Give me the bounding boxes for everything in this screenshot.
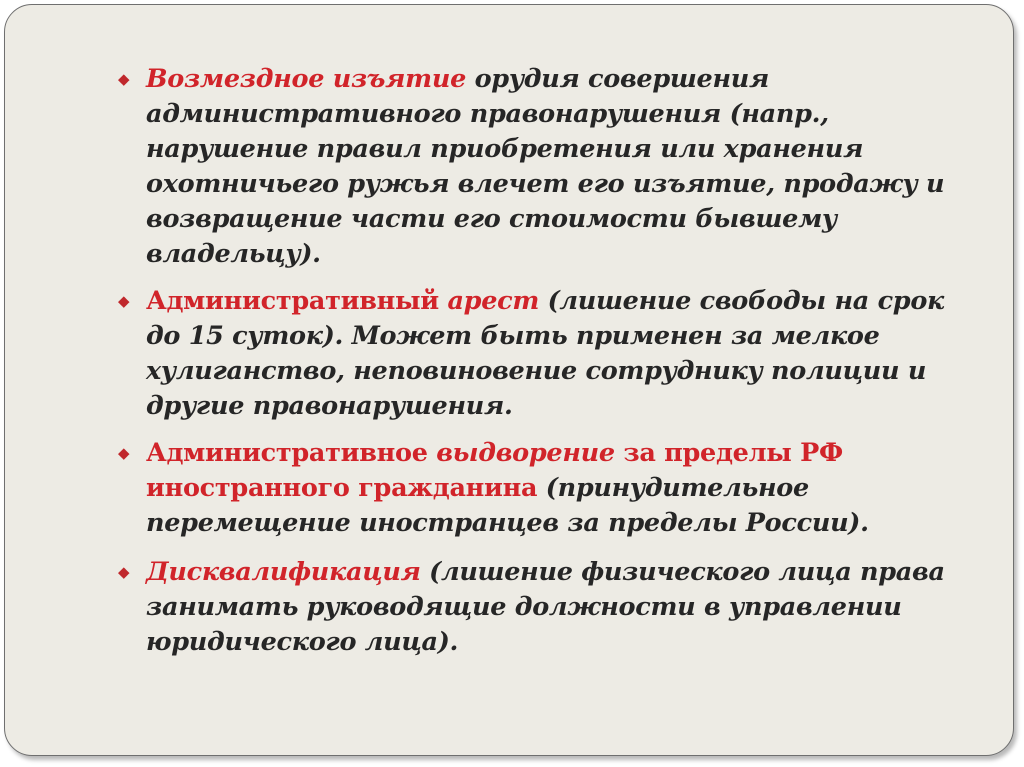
diamond-bullet-icon: ◆	[118, 70, 130, 88]
list-item	[118, 436, 968, 541]
diamond-bullet-icon: ◆	[118, 444, 130, 462]
item-term: выдворение	[436, 438, 615, 468]
item-term: Возмездное изъятие	[146, 64, 466, 94]
diamond-bullet-icon: ◆	[118, 563, 130, 581]
item-text: за пределы РФ иностранного гражданина	[146, 438, 843, 503]
diamond-bullet-icon: ◆	[118, 292, 130, 310]
list-item	[118, 284, 968, 424]
item-note: (лишение физического лица права занимать руководящие должности в управлении юридического лица).	[146, 557, 945, 657]
slide-content	[118, 62, 968, 672]
item-term: арест	[447, 286, 540, 316]
item-lead: Административный	[146, 286, 448, 316]
item-term: Дисквалификация	[146, 557, 421, 587]
item-text: орудия совершения административного правонарушения	[146, 64, 769, 129]
item-note: (напр., нарушение правил приобретения или хранения охотничьего ружья влечет его изъятие, продажу и возвращение части его стоимости бывшему владельцу).	[146, 99, 945, 269]
item-lead: Административное	[146, 438, 437, 468]
list-item	[118, 62, 968, 272]
item-note: (принудительное перемещение иностранцев за пределы России).	[146, 473, 869, 538]
list-item	[118, 555, 968, 660]
item-note: (лишение свободы на срок до 15 суток). Может быть применен за мелкое хулиганство, неповиновение сотруднику полиции и другие правонарушения.	[146, 286, 944, 421]
